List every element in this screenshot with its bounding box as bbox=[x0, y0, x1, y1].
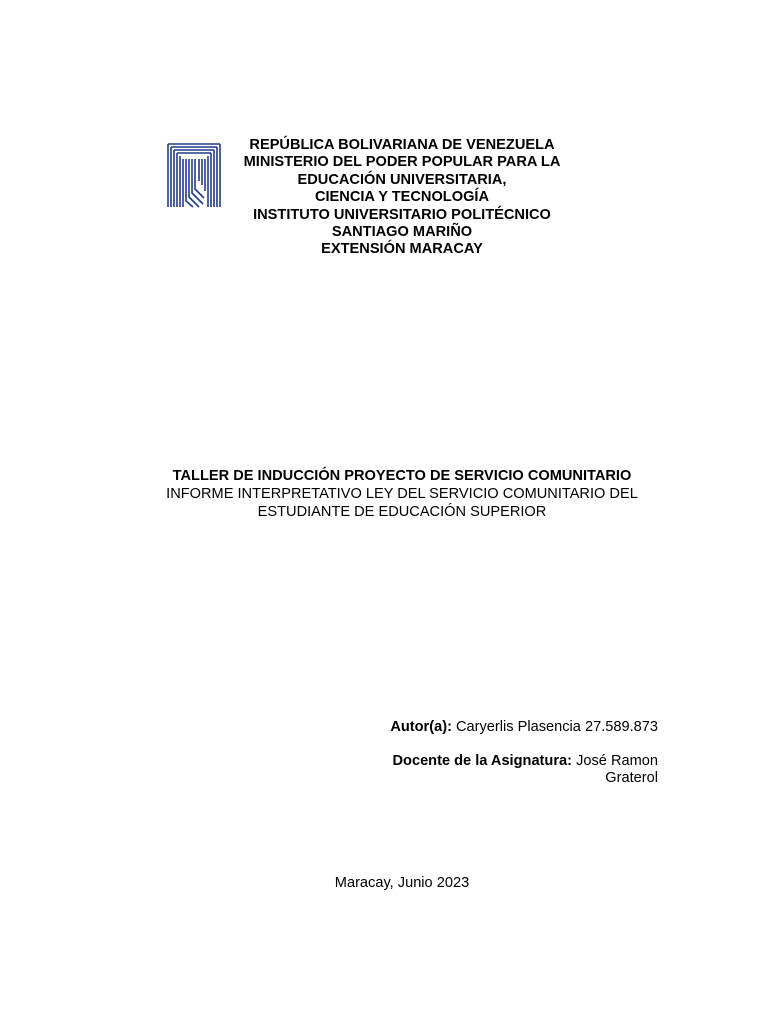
header-line-4: CIENCIA Y TECNOLOGÍA bbox=[314, 189, 490, 206]
header-line-7: EXTENSIÓN MARACAY bbox=[321, 241, 483, 258]
document-title-block bbox=[100, 467, 704, 522]
document-subtitle-line-1: INFORME INTERPRETATIVO LEY DEL SERVICIO COMUNITARIO DEL bbox=[166, 486, 638, 503]
teacher-value-line-1: José Ramon bbox=[576, 752, 658, 769]
author-label: Autor(a): bbox=[390, 719, 452, 735]
document-title: TALLER DE INDUCCIÓN PROYECTO DE SERVICIO COMUNITARIO bbox=[172, 468, 632, 484]
author-row bbox=[258, 719, 658, 737]
authorship-block bbox=[258, 719, 658, 804]
teacher-value-line-2: Graterol bbox=[605, 770, 658, 787]
institution-header bbox=[202, 137, 602, 259]
header-line-1: REPÚBLICA BOLIVARIANA DE VENEZUELA bbox=[249, 137, 555, 153]
header-line-6: SANTIAGO MARIÑO bbox=[331, 224, 473, 241]
author-value: Caryerlis Plasencia 27.589.873 bbox=[456, 719, 658, 735]
header-line-3: EDUCACIÓN UNIVERSITARIA, bbox=[297, 171, 507, 188]
teacher-row bbox=[258, 753, 658, 788]
teacher-label: Docente de la Asignatura: bbox=[392, 752, 572, 769]
document-subtitle-line-2: ESTUDIANTE DE EDUCACIÓN SUPERIOR bbox=[257, 504, 547, 521]
header-line-2: MINISTERIO DEL PODER POPULAR PARA LA bbox=[243, 154, 561, 171]
place-date: Maracay, Junio 2023 bbox=[334, 875, 470, 891]
header-line-5: INSTITUTO UNIVERSITARIO POLITÉCNICO bbox=[253, 206, 551, 223]
